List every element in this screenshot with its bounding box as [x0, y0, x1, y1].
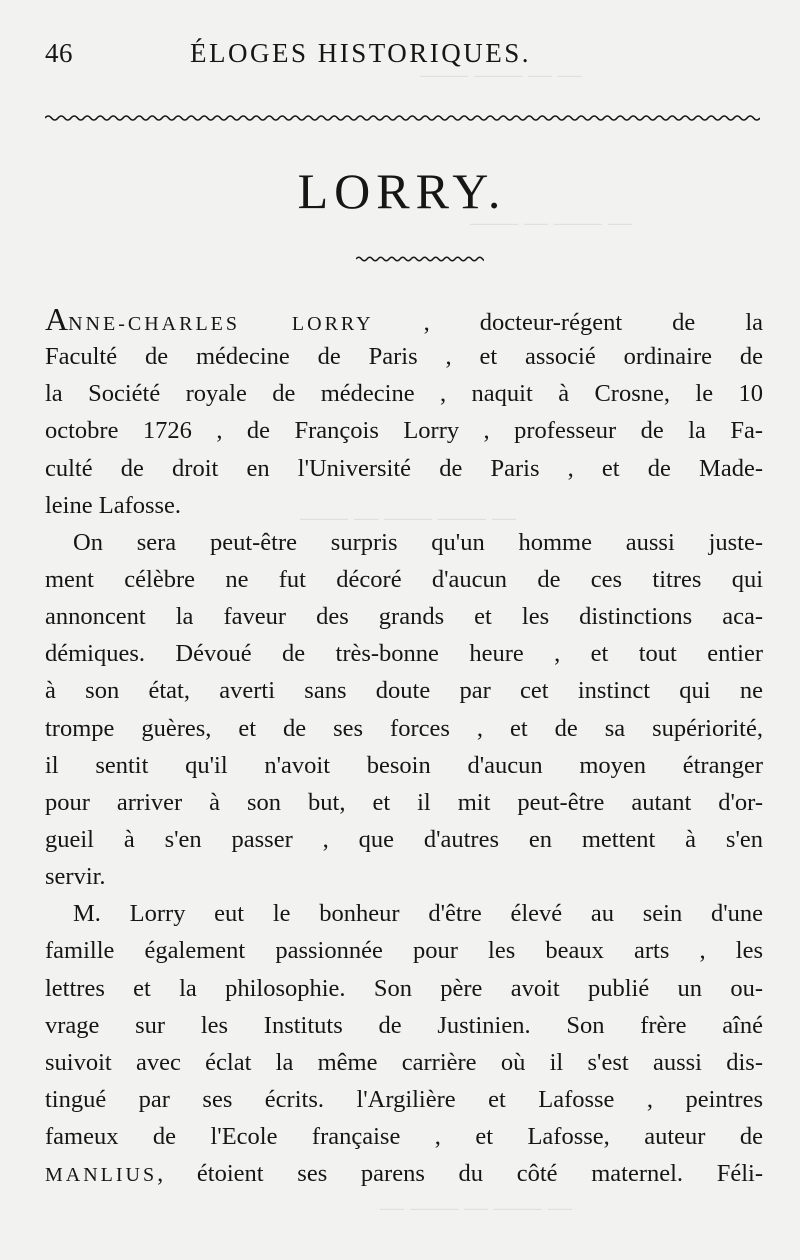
text-segment: M. Lorry eut le bonheur d'être élevé au sein d'une: [73, 900, 763, 928]
text-segment: pour arriver à son but, et il mit peut-être autant d'or-: [45, 788, 763, 816]
text-segment: à son état, averti sans doute par cet instinct qui ne: [45, 677, 763, 705]
body-text: [45, 301, 763, 1192]
text-line: [45, 932, 763, 969]
text-line: [45, 338, 763, 375]
text-segment: ment célèbre ne fut décoré d'aucun de ces titres qui: [45, 565, 763, 593]
text-segment: gueil à s'en passer , que d'autres en mettent à s'en: [45, 825, 763, 853]
show-through-ink: — —— — —— —: [380, 1195, 572, 1221]
show-through-ink: — — —— ——: [420, 62, 582, 88]
running-header: [45, 38, 760, 78]
chapter-title: LORRY.: [297, 163, 507, 219]
text-line: [45, 1044, 763, 1081]
text-line: [45, 784, 763, 821]
text-segment: annoncent la faveur des grands et les distinctions aca-: [45, 603, 763, 631]
text-segment: Faculté de médecine de Paris , et associé ordinaire de: [45, 343, 763, 371]
text-segment: il sentit qu'il n'avoit besoin d'aucun moyen étranger: [45, 751, 763, 779]
text-line: [45, 450, 763, 487]
small-wave-ornament: [356, 253, 484, 265]
text-segment: tingué par ses écrits. l'Argilière et Lafosse , peintres: [45, 1085, 763, 1113]
text-segment: servir.: [45, 863, 106, 891]
text-segment: trompe guères, et de ses forces , et de sa supériorité,: [45, 714, 763, 742]
smallcaps-segment: NNE-CHARLES LORRY: [68, 313, 374, 335]
wavy-rule-ornament: [45, 111, 760, 125]
text-line: [45, 487, 763, 524]
text-segment: leine Lafosse.: [45, 491, 182, 519]
text-segment: vrage sur les Instituts de Justinien. Son frère aîné: [45, 1011, 763, 1039]
text-line: [45, 1155, 763, 1192]
text-line: [45, 672, 763, 709]
text-segment: On sera peut-être surpris qu'un homme aussi juste-: [73, 528, 763, 556]
text-line: [45, 747, 763, 784]
text-segment: , docteur-régent de la: [373, 309, 763, 336]
text-segment: démiques. Dévoué de très-bonne heure , et tout entier: [45, 640, 763, 668]
text-segment: fameux de l'Ecole française , et Lafosse, auteur de: [45, 1123, 763, 1151]
text-line: [45, 1118, 763, 1155]
text-segment: culté de droit en l'Université de Paris , et de Made-: [45, 454, 763, 482]
show-through-ink: — —— —— — ——: [300, 505, 516, 531]
text-segment: famille également passionnée pour les beaux arts , les: [45, 937, 763, 965]
text-line: [45, 301, 763, 338]
show-through-ink: — —— — ——: [470, 210, 632, 236]
page-number: 46: [45, 38, 73, 68]
text-line: [45, 1007, 763, 1044]
text-segment: suivoit avec éclat la même carrière où il s'est aussi dis-: [45, 1048, 763, 1076]
text-line: [45, 858, 763, 895]
text-line: [45, 375, 763, 412]
text-line: [45, 710, 763, 747]
dropcap-segment: A: [45, 301, 69, 337]
text-line: [45, 598, 763, 635]
text-line: [45, 524, 763, 561]
text-line: [45, 895, 763, 932]
text-line: [45, 561, 763, 598]
text-segment: la Société royale de médecine , naquit à Crosne, le 10: [45, 380, 763, 408]
text-line: [45, 1081, 763, 1118]
text-segment: lettres et la philosophie. Son père avoit publié un ou-: [45, 974, 763, 1002]
text-segment: octobre 1726 , de François Lorry , professeur de la Fa-: [45, 417, 763, 445]
text-segment: , étoient ses parens du côté maternel. Féli-: [157, 1160, 763, 1188]
text-line: [45, 635, 763, 672]
text-line: [45, 412, 763, 449]
smallcaps-segment: MANLIUS: [45, 1164, 158, 1187]
running-title: ÉLOGES HISTORIQUES.: [190, 38, 532, 68]
text-line: [45, 970, 763, 1007]
text-line: [45, 821, 763, 858]
